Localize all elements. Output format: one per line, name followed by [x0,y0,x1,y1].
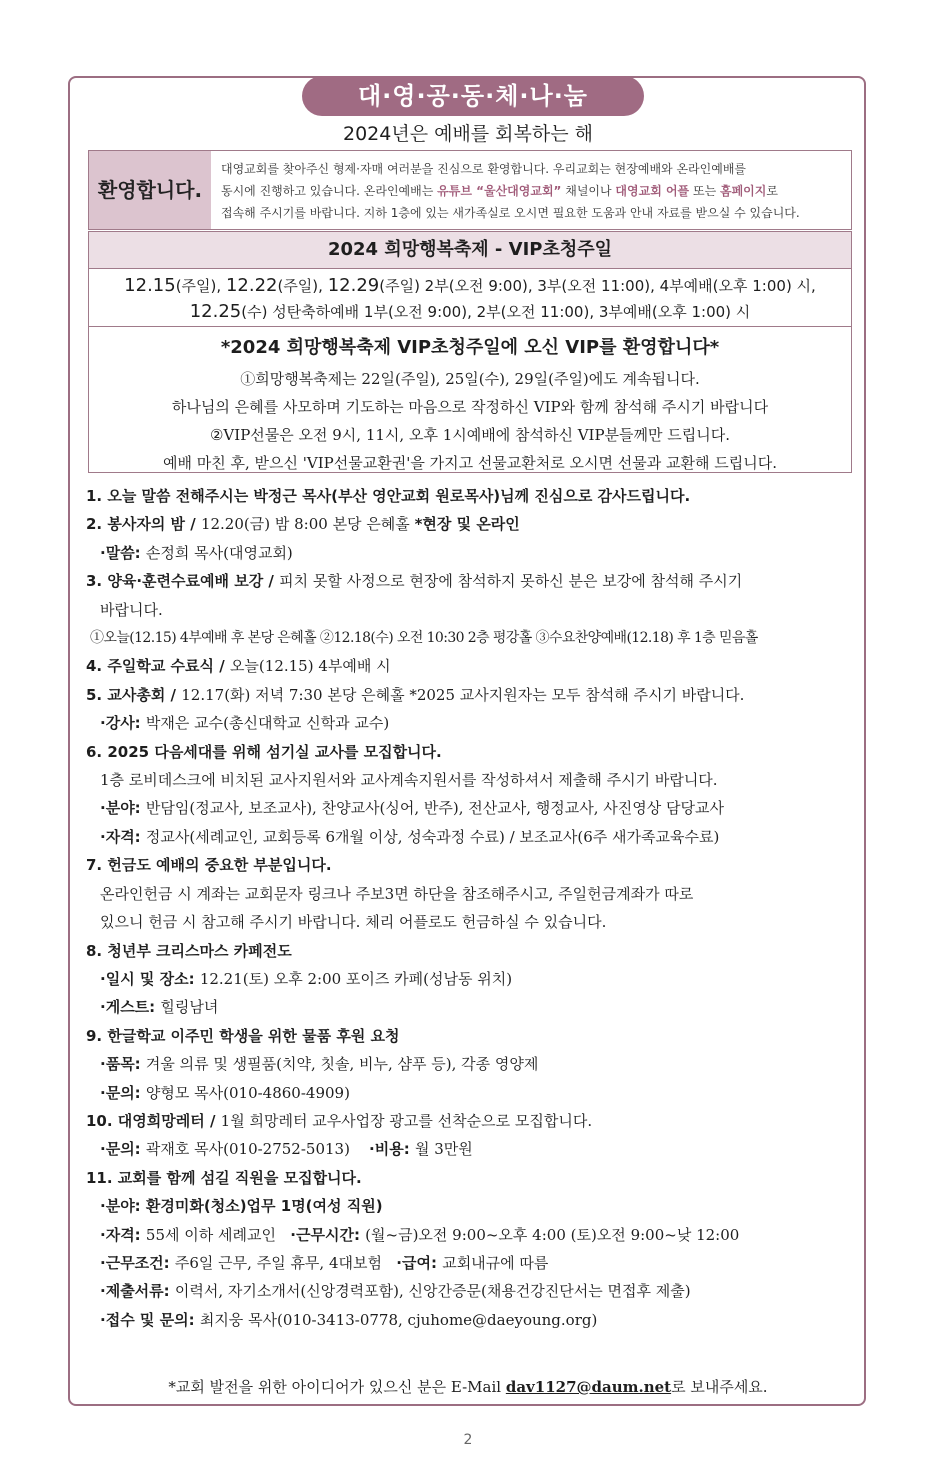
welcome-line [221,180,845,202]
notice-1 [86,482,866,510]
notice-10 [86,1107,866,1135]
vip-welcome: *2024 희망행복축제 VIP초청주일에 오신 VIP를 환영합니다* [220,337,720,358]
notice-7-text: 있으니 헌금 시 참고해 주시기 바랍니다. 체리 어플로도 헌금하실 수 있습니다. [100,913,607,932]
sub-label: ·분야: [100,799,146,818]
notice-title: 5. 교사총회 / [86,685,182,704]
sub-label: ·게스트: [100,998,161,1017]
notice-11-sub [86,1221,866,1249]
date: 12.25 [189,301,242,322]
notice-text: 1월 희망레터 교우사업장 광고를 선착순으로 모집합니다. [220,1111,593,1130]
sub-text: 주6일 근무, 주일 휴무, 4대보험 [174,1253,382,1272]
page-subtitle: 2024년은 예배를 회복하는 해 [342,123,593,145]
notice-title: 8. 청년부 크리스마스 카페전도 [86,941,292,960]
notice-title: 10. 대영희망레터 / [86,1111,221,1130]
notice-text: 12.20(금) 밤 8:00 본당 은혜홀 [200,515,415,534]
sub-label: ·제출서류: [100,1282,175,1301]
notice-title: 7. 헌금도 예배의 중요한 부분입니다. [86,856,332,875]
notice-11-sub [86,1192,866,1220]
notice-3-sessions: ①오늘(12.15) 4부예배 후 본당 은혜홀 ②12.18(수) 오전 10:30 2층 평강홀 ③수요찬양예배(12.18) 후 1층 믿음홀 [90,630,758,647]
notice-6 [86,738,866,766]
sub-text: 양형모 목사(010-4860-4909) [145,1083,350,1102]
notice-title: 3. 양육·훈련수료예배 보강 / [86,572,280,591]
date: 12.29 [327,275,380,296]
notice-title: 11. 교회를 함께 섬길 직원을 모집합니다. [86,1168,362,1187]
notice-title: 6. 2025 다음세대를 위해 섬기실 교사를 모집합니다. [86,742,442,761]
notice-2 [86,510,866,538]
sub-label: ·문의: [100,1140,146,1159]
welcome-text [221,158,845,224]
notice-title: 4. 주일학교 수료식 / [86,657,230,676]
text: 동시에 진행하고 있습니다. 온라인예배는 [221,184,438,198]
sub-label: ·말씀: [100,543,146,562]
vip-line: ②VIP선물은 오전 9시, 11시, 오후 1시예배에 참석하신 VIP분들께만 드립니다. [209,426,731,444]
notice-3 [86,567,866,595]
sub-text: 손정희 목사(대영교회) [145,543,293,562]
text: (수) 성탄축하예배 1부(오전 9:00), 2부(오전 11:00), 3부예배(오후 1:00) 시 [241,303,751,321]
sub-label: ·강사: [100,714,146,733]
sub-text: 힐링남녀 [160,998,219,1017]
sub-label: ·급여: [396,1253,443,1272]
sub-text: 최지웅 목사(010-3413-0778, cjuhome@daeyoung.org) [199,1310,598,1329]
notice-text: 오늘(12.15) 4부예배 시 [229,657,391,676]
page-number: 2 [463,1432,473,1448]
sub-text: 환경미화(청소)업무 1명(여성 직원) [145,1197,383,1216]
date: 12.15 [124,275,176,296]
notice-4 [86,652,866,680]
notice-6-sub [86,794,866,822]
text: (주일) 2부(오전 9:00), 3부(오전 11:00), 4부예배(오후 1:00) 시, [379,277,816,295]
sub-label: ·자격: [100,827,146,846]
notice-9-sub [86,1079,866,1107]
homepage: 홈페이지 [719,184,767,198]
footer-text: 로 보내주세요. [671,1378,768,1396]
welcome-line: 대영교회를 찾아주신 형제·자매 여러분을 진심으로 환영합니다. 우리교회는 현장예배와 온라인예배를 [221,162,747,176]
welcome-label: 환영합니다. [89,151,211,229]
notice-title: 2. 봉사자의 밤 / [86,515,201,534]
notice-text: 12.17(화) 저녁 7:30 본당 은혜홀 *2025 교사지원자는 모두 참석해 주시기 바랍니다. [181,685,745,704]
sub-text: 월 3만원 [414,1140,473,1159]
vip-line: ①희망행복축제는 22일(주일), 25일(수), 29일(주일)에도 계속됩니다. [240,370,700,388]
footer-text: *교회 발전을 위한 아이디어가 있으신 분은 E-Mail [168,1378,506,1396]
notice-11-sub [86,1249,866,1277]
vip-line: 하나님의 은혜를 사모하며 기도하는 마음으로 작정하신 VIP와 함께 참석해 주시기 바랍니다 [171,398,769,416]
notice-title: 9. 한글학교 이주민 학생을 위한 물품 후원 요청 [86,1026,400,1045]
sub-label: ·품목: [100,1055,146,1074]
notice-text: 피치 못할 사정으로 현장에 참석하지 못하신 분은 보강에 참석해 주시기 [279,572,743,591]
notice-5 [86,681,866,709]
sub-text: 이력서, 자기소개서(신앙경력포함), 신앙간증문(채용건강진단서는 면접후 제출) [174,1282,691,1301]
sub-text: 곽재호 목사(010-2752-5013) [145,1140,350,1159]
sub-text: 겨울 의류 및 생필품(치약, 칫솔, 비누, 샴푸 등), 각종 영양제 [145,1055,539,1074]
vip-schedule-line [89,299,851,325]
notice-6-sub [86,823,866,851]
notice-8 [86,937,866,965]
text: (주일), [175,277,226,295]
youtube-channel: 유튜브 “울산대영교회” [437,184,562,198]
text: (주일), [277,277,328,295]
text: 또는 [689,184,720,198]
text: 채널이나 [561,184,616,198]
notice-text: *현장 및 온라인 [414,515,520,534]
notice-5-sub [86,709,866,737]
church-app: 대영교회 어플 [615,184,690,198]
notice-11-sub [86,1277,866,1305]
sub-text: 교회내규에 따름 [442,1253,549,1272]
sub-label: ·일시 및 장소: [100,969,200,988]
notice-list [86,482,866,1334]
vip-box [88,231,852,473]
notice-6-text: 1층 로비데스크에 비치된 교사지원서와 교사계속지원서를 작성하셔서 제출해 주시기 바랍니다. [100,771,718,790]
notice-9-sub [86,1050,866,1078]
notice-11-sub [86,1306,866,1334]
vip-schedule-line [89,273,851,299]
notice-8-sub [86,965,866,993]
sub-label: ·문의: [100,1083,146,1102]
sub-text: 정교사(세례교인, 교회등록 6개월 이상, 성숙과정 수료) / 보조교사(6주 새가족교육수료) [145,827,720,846]
sub-label: ·자격: [100,1225,146,1244]
notice-8-sub [86,993,866,1021]
sub-text: 55세 이하 세례교인 [145,1225,276,1244]
notice-10-sub [86,1135,866,1163]
page-title: 대·영·공·동·체·나·눔 [302,76,644,116]
sub-label: ·근무시간: [290,1225,366,1244]
notice-9 [86,1022,866,1050]
vip-line: 예배 마친 후, 받으신 'VIP선물교환권'을 가지고 선물교환처로 오시면 선물과 교환해 드립니다. [163,454,777,472]
sub-label: ·근무조건: [100,1253,175,1272]
vip-body [89,327,851,477]
email-link[interactable]: dav1127@daum.net [505,1378,672,1396]
footer-note [0,1376,936,1397]
sub-text: 12.21(토) 오후 2:00 포이즈 카페(성남동 위치) [199,969,513,988]
date: 12.22 [225,275,278,296]
sub-text: 박재은 교수(총신대학교 신학과 교수) [145,714,390,733]
notice-2-sub [86,539,866,567]
sub-text: (월~금)오전 9:00~오후 4:00 (토)오전 9:00~낮 12:00 [365,1225,740,1244]
notice-3-cont: 바랍니다. [100,600,163,619]
welcome-line: 접속해 주시기를 바랍니다. 지하 1층에 있는 새가족실로 오시면 필요한 도움과 안내 자료를 받으실 수 있습니다. [221,206,800,220]
welcome-box [88,150,852,230]
sub-label: ·비용: [369,1140,415,1159]
sub-label: ·분야: [100,1197,146,1216]
vip-schedule [89,269,851,327]
notice-7-text: 온라인헌금 시 계좌는 교회문자 링크나 주보3면 하단을 참조해주시고, 주일헌금계좌가 따로 [100,884,694,903]
notice-11 [86,1164,866,1192]
sub-text: 반담임(정교사, 보조교사), 찬양교사(싱어, 반주), 전산교사, 행정교사, 사진영상 담당교사 [145,799,724,818]
notice-7 [86,851,866,879]
vip-heading: 2024 희망행복축제 - VIP초청주일 [89,232,851,269]
text: 로 [766,184,778,198]
notice-title: 1. 오늘 말씀 전해주시는 박정근 목사(부산 영안교회 원로목사)님께 진심으로 감사드립니다. [86,487,691,505]
sub-label: ·접수 및 문의: [100,1310,200,1329]
